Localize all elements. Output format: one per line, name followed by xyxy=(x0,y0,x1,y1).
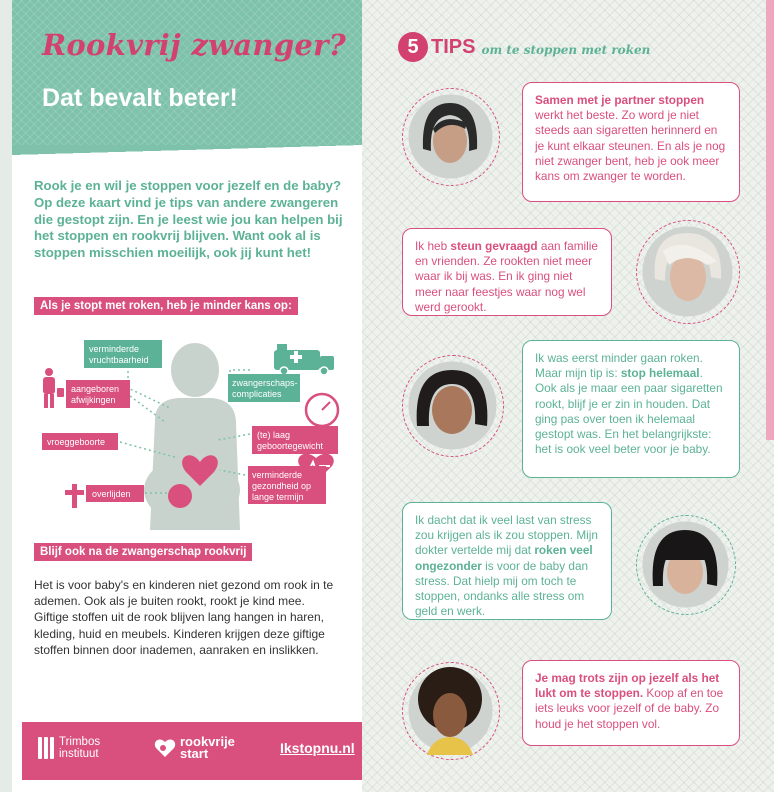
svg-text:overlijden: overlijden xyxy=(92,489,131,499)
scale-icon xyxy=(306,394,338,426)
tips-header xyxy=(398,32,650,62)
ikstopnu-link[interactable]: Ikstopnu.nl xyxy=(280,740,355,756)
label-fertility xyxy=(84,340,162,368)
tip-portrait-5 xyxy=(402,662,500,760)
after-pregnancy-label: Blijf ook na de zwangerschap rookvrij xyxy=(34,543,252,561)
svg-text:verminderde: verminderde xyxy=(89,344,140,354)
edge-strip xyxy=(766,0,774,440)
page-title: Rookvrij zwanger? xyxy=(42,28,347,62)
page-subtitle: Dat bevalt beter! xyxy=(42,84,238,112)
label-complications xyxy=(228,374,300,402)
svg-text:vroeggeboorte: vroeggeboorte xyxy=(47,437,106,447)
svg-text:vruchtbaarheid: vruchtbaarheid xyxy=(89,355,149,365)
tip-portrait-4 xyxy=(636,515,736,615)
cross-icon xyxy=(65,484,84,508)
tip-card-2: Ik heb steun gevraagd aan familie en vrienden. Ze rookten niet meer waar ik bij was. En ik ging niet meer naar feestjes waar nog wel werd gerookt. xyxy=(402,228,612,316)
tip-portrait-1 xyxy=(402,88,500,186)
risk-label: Als je stopt met roken, heb je minder kans op: xyxy=(34,297,298,315)
woman-face-icon xyxy=(403,89,498,184)
hero-notch xyxy=(12,145,362,155)
tip-portrait-2 xyxy=(636,220,740,324)
tips-title: TIPS xyxy=(431,35,476,58)
pregnant-woman-silhouette xyxy=(144,343,240,530)
label-premature-birth xyxy=(42,433,118,450)
label-low-birthweight xyxy=(252,426,338,454)
rookvrije-start-logo: rookvrije start xyxy=(154,736,235,760)
risk-diagram xyxy=(30,330,348,530)
tip-card-5: Je mag trots zijn op jezelf als het lukt om te stoppen. Koop af en toe iets leuks voor jezelf of de baby. Zo houd je het stoppen vol. xyxy=(522,660,740,746)
tip-portrait-3 xyxy=(402,355,504,457)
svg-text:lange termijn: lange termijn xyxy=(252,492,304,502)
intro-text: Rook je en wil je stoppen voor jezelf en de baby? Op deze kaart vind je tips van andere zwangeren die gestopt zijn. En je leest wie jou kan helpen bij het stoppen en rookvrij blijven. Want ook al is stoppen misschien moeilijk, ook jij kunt het! xyxy=(34,178,343,261)
woman-face-icon xyxy=(403,663,498,758)
svg-text:verminderde: verminderde xyxy=(252,470,303,480)
label-death xyxy=(86,485,144,502)
label-long-term-health xyxy=(248,466,326,504)
rookvrije-heart-icon xyxy=(154,737,176,759)
svg-text:complicaties: complicaties xyxy=(232,389,282,399)
woman-face-icon xyxy=(637,516,734,613)
svg-text:geboortegewicht: geboortegewicht xyxy=(257,441,324,451)
body-text: Het is voor baby's en kinderen niet gezond om rook in te ademen. Ook als je buiten rookt, rookt je kind mee. Giftige stoffen uit de rook blijven lang hangen in haren, kleding, huid en meubels. Kinderen krijgen deze giftige stoffen binnen door inademen, aanraken en inslikken. xyxy=(34,578,334,657)
footer-logos xyxy=(22,722,362,780)
ambulance-icon xyxy=(274,344,334,375)
tip-card-3: Ik was eerst minder gaan roken. Maar mijn tip is: stop helemaal. Ook als je maar een paar sigaretten rookt, blijf je er zin in houden. Dat ging pas over toen ik helemaal gestopt was. En het belangrijkste: het is ook veel beter voor je baby. xyxy=(522,340,740,478)
tip-card-4: Ik dacht dat ik veel last van stress zou krijgen als ik zou stoppen. Mijn dokter vertelde mij dat roken veel ongezonder is voor de baby dan stress. Dat hielp mij om toch te stoppen, ondanks alle stress om geld en werk. xyxy=(402,502,612,620)
tips-number-badge: 5 xyxy=(398,32,428,62)
tip-card-1: Samen met je partner stoppen werkt het beste. Zo word je niet steeds aan sigaretten herinnerd en je kunt elkaar steunen. En als je nog niet zwanger bent, heb je ook meer kans om zwanger te worden. xyxy=(522,82,740,202)
svg-text:afwijkingen: afwijkingen xyxy=(71,395,116,405)
tips-subtitle: om te stoppen met roken xyxy=(481,43,651,57)
svg-text:gezondheid op: gezondheid op xyxy=(252,481,312,491)
hero-banner xyxy=(12,0,362,145)
label-birth-defects xyxy=(66,380,130,408)
woman-face-icon xyxy=(637,221,738,322)
trimbos-bars-icon xyxy=(38,737,54,759)
woman-face-icon xyxy=(403,356,502,455)
pregnant-person-icon xyxy=(43,368,64,408)
svg-text:aangeboren: aangeboren xyxy=(71,384,120,394)
svg-text:(te) laag: (te) laag xyxy=(257,430,291,440)
trimbos-logo: Trimbos instituut xyxy=(38,736,100,760)
svg-text:zwangerschaps-: zwangerschaps- xyxy=(232,378,298,388)
